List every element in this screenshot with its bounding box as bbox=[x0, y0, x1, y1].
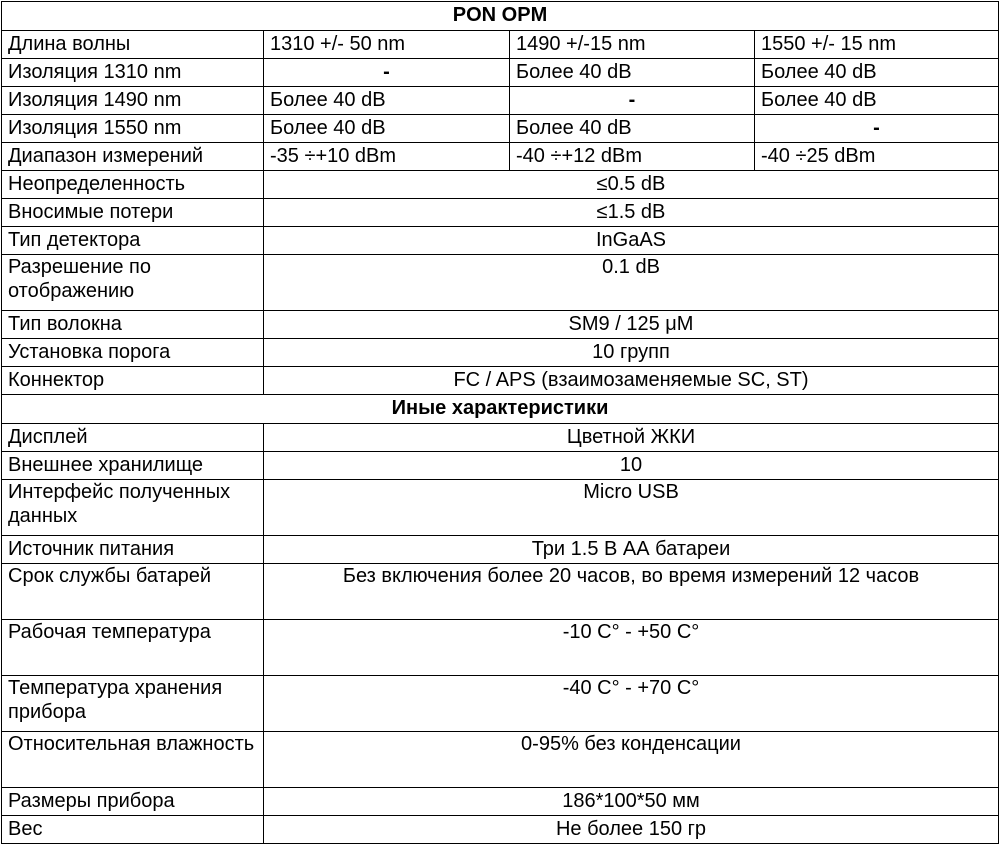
row-label: Коннектор bbox=[2, 367, 264, 395]
row-label: Длина волны bbox=[2, 31, 264, 59]
row-label: Рабочая температура bbox=[2, 620, 264, 676]
table-row bbox=[2, 311, 999, 339]
row-label: Интерфейс полученных данных bbox=[2, 480, 264, 536]
cell-value: 10 bbox=[264, 452, 999, 480]
row-label: Срок службы батарей bbox=[2, 564, 264, 620]
cell-value: FC / APS (взаимозаменяемые SC, ST) bbox=[264, 367, 999, 395]
table-row bbox=[2, 367, 999, 395]
cell-value: SM9 / 125 μM bbox=[264, 311, 999, 339]
row-label: Внешнее хранилище bbox=[2, 452, 264, 480]
table-row bbox=[2, 424, 999, 452]
cell-value: 1310 +/- 50 nm bbox=[264, 31, 510, 59]
row-label: Диапазон измерений bbox=[2, 143, 264, 171]
table-row bbox=[2, 199, 999, 227]
section-header-other bbox=[2, 395, 999, 424]
cell-value: Цветной ЖКИ bbox=[264, 424, 999, 452]
table-row bbox=[2, 564, 999, 620]
row-label: Вносимые потери bbox=[2, 199, 264, 227]
table-row bbox=[2, 143, 999, 171]
spec-table bbox=[1, 1, 999, 844]
cell-value: Более 40 dB bbox=[755, 59, 999, 87]
table-row bbox=[2, 452, 999, 480]
cell-value: Более 40 dB bbox=[264, 115, 510, 143]
row-label: Вес bbox=[2, 816, 264, 844]
cell-value: Micro USB bbox=[264, 480, 999, 536]
table-row bbox=[2, 816, 999, 844]
row-label: Разрешение по отображению bbox=[2, 255, 264, 311]
table-row bbox=[2, 115, 999, 143]
cell-value: Без включения более 20 часов, во время измерений 12 часов bbox=[264, 564, 999, 620]
cell-value: ≤0.5 dB bbox=[264, 171, 999, 199]
cell-value: -40 ÷+12 dBm bbox=[510, 143, 755, 171]
table-row bbox=[2, 31, 999, 59]
section-title: PON OPM bbox=[2, 2, 999, 31]
cell-value: Не более 150 гр bbox=[264, 816, 999, 844]
row-label: Источник питания bbox=[2, 536, 264, 564]
cell-value: 1550 +/- 15 nm bbox=[755, 31, 999, 59]
cell-value: 10 групп bbox=[264, 339, 999, 367]
cell-value: -40 C° - +70 C° bbox=[264, 676, 999, 732]
row-label: Установка порога bbox=[2, 339, 264, 367]
cell-value: Три 1.5 В АА батареи bbox=[264, 536, 999, 564]
cell-value: -10 C° - +50 C° bbox=[264, 620, 999, 676]
table-row bbox=[2, 788, 999, 816]
cell-value: 0-95% без конденсации bbox=[264, 732, 999, 788]
cell-value: -35 ÷+10 dBm bbox=[264, 143, 510, 171]
cell-value: 1490 +/-15 nm bbox=[510, 31, 755, 59]
table-row bbox=[2, 171, 999, 199]
cell-value: ≤1.5 dB bbox=[264, 199, 999, 227]
table-row bbox=[2, 480, 999, 536]
row-label: Температура хранения прибора bbox=[2, 676, 264, 732]
table-row bbox=[2, 732, 999, 788]
row-label: Относительная влажность bbox=[2, 732, 264, 788]
table-row bbox=[2, 339, 999, 367]
table-row bbox=[2, 227, 999, 255]
table-row bbox=[2, 87, 999, 115]
cell-value: Более 40 dB bbox=[510, 59, 755, 87]
section-title: Иные характеристики bbox=[2, 395, 999, 424]
cell-value: Более 40 dB bbox=[510, 115, 755, 143]
row-label: Тип волокна bbox=[2, 311, 264, 339]
table-row bbox=[2, 620, 999, 676]
row-label: Изоляция 1550 nm bbox=[2, 115, 264, 143]
row-label: Неопределенность bbox=[2, 171, 264, 199]
table-row bbox=[2, 59, 999, 87]
cell-value: InGaAS bbox=[264, 227, 999, 255]
cell-value: - bbox=[755, 115, 999, 143]
section-header-pon bbox=[2, 2, 999, 31]
row-label: Размеры прибора bbox=[2, 788, 264, 816]
table-row bbox=[2, 676, 999, 732]
cell-value: Более 40 dB bbox=[264, 87, 510, 115]
cell-value: 186*100*50 мм bbox=[264, 788, 999, 816]
cell-value: 0.1 dB bbox=[264, 255, 999, 311]
cell-value: - bbox=[510, 87, 755, 115]
cell-value: Более 40 dB bbox=[755, 87, 999, 115]
cell-value: - bbox=[264, 59, 510, 87]
row-label: Тип детектора bbox=[2, 227, 264, 255]
table-row bbox=[2, 255, 999, 311]
row-label: Изоляция 1310 nm bbox=[2, 59, 264, 87]
cell-value: -40 ÷25 dBm bbox=[755, 143, 999, 171]
table-row bbox=[2, 536, 999, 564]
row-label: Изоляция 1490 nm bbox=[2, 87, 264, 115]
row-label: Дисплей bbox=[2, 424, 264, 452]
